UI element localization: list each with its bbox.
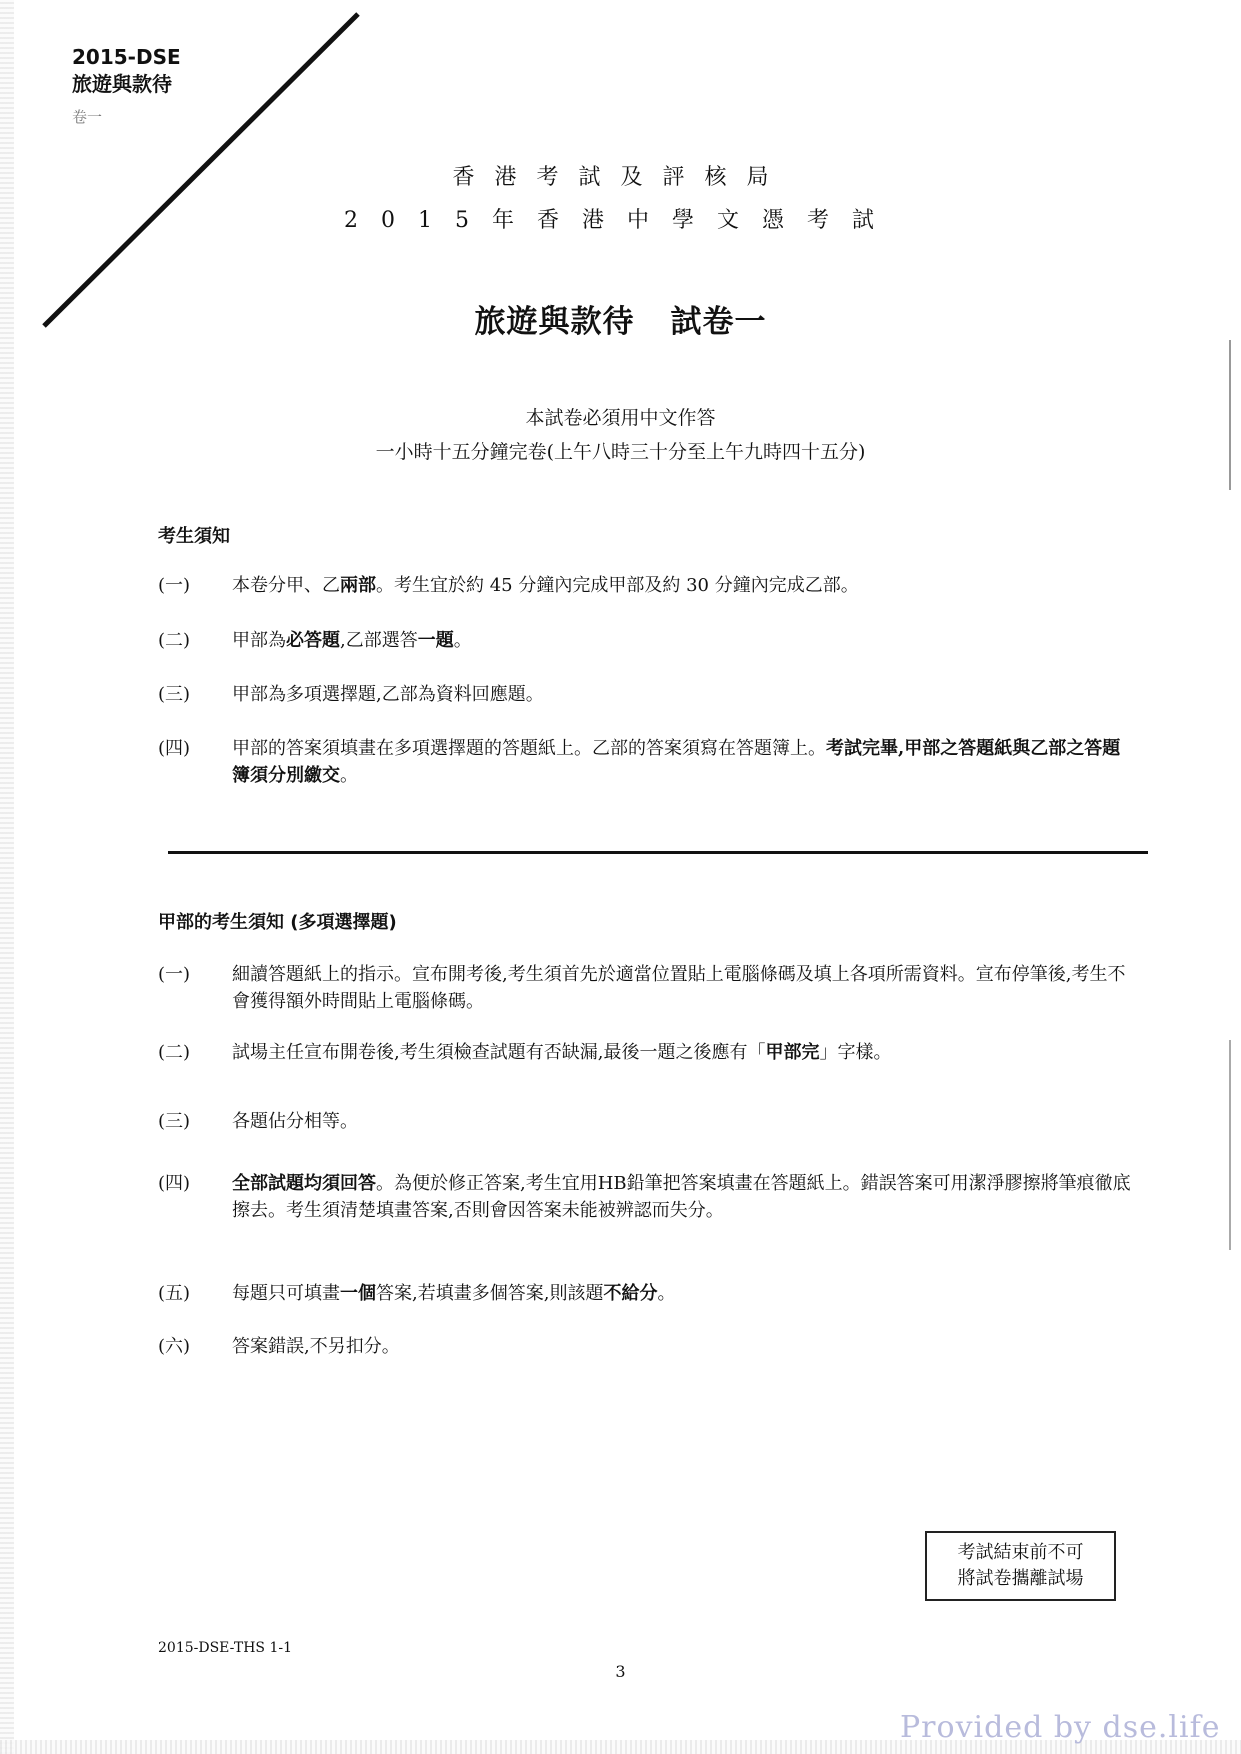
instruction-fragment: 」字樣。: [819, 1042, 892, 1063]
instruction-emphasis: 兩部: [340, 575, 376, 596]
instruction-fragment: 甲部為: [232, 630, 286, 651]
notice-line-1: 考試結束前不可: [957, 1542, 1084, 1563]
instruction-number: (三): [158, 1111, 191, 1132]
instruction-emphasis: 一個: [340, 1283, 376, 1304]
instruction-number: (二): [158, 1042, 191, 1063]
instruction-fragment: ,乙部選答: [340, 630, 418, 651]
instruction-emphasis: 一題: [417, 630, 454, 651]
corner-paper: 卷一: [72, 108, 103, 126]
instruction-fragment: 本卷分甲、乙: [232, 575, 340, 596]
instruction-fragment: 。: [340, 765, 358, 786]
instruction-number: (六): [158, 1336, 191, 1357]
instruction-emphasis: 考試完畢,甲部之答題紙與乙部之答題簿須分別繳交: [232, 738, 1121, 786]
notice-line-2: 將試卷攜離試場: [957, 1568, 1084, 1589]
instruction-item: [158, 1039, 1138, 1066]
instruction-fragment: 每題只可填畫: [232, 1283, 340, 1304]
instruction-fragment: 各題佔分相等。: [232, 1111, 358, 1132]
instruction-emphasis: 甲部完: [765, 1042, 820, 1063]
instruction-item: [158, 1170, 1138, 1224]
general-instructions-heading: 考生須知: [158, 526, 230, 547]
exam-name: 2015年香港中學文憑考試: [344, 208, 897, 233]
instruction-emphasis: 全部試題均須回答: [232, 1173, 376, 1194]
watermark: Provided by dse.life: [900, 1710, 1221, 1745]
instruction-item: [158, 681, 1138, 708]
instruction-fragment: 。考生宜於約 45 分鐘內完成甲部及約 30 分鐘內完成乙部。: [376, 575, 859, 596]
instruction-item: [158, 735, 1138, 789]
instruction-number: (三): [158, 684, 191, 705]
subject-paper-title: [0, 296, 1241, 341]
instruction-text: [232, 735, 1138, 789]
instruction-emphasis: 不給分: [603, 1283, 658, 1304]
subject-title: 旅遊與款待: [474, 304, 635, 340]
notice-box: [925, 1531, 1116, 1601]
instruction-fragment: 甲部為多項選擇題,乙部為資料回應題。: [232, 684, 544, 705]
instruction-fragment: 答案,若填畫多個答案,則該題: [376, 1283, 604, 1304]
instruction-item: [158, 1280, 1138, 1307]
instruction-number: (四): [158, 738, 191, 759]
instruction-text: [232, 627, 1138, 654]
instruction-item: [158, 1108, 1138, 1135]
instruction-number: (一): [158, 964, 191, 985]
instruction-fragment: 細讀答題紙上的指示。宣布開考後,考生須首先於適當位置貼上電腦條碼及填上各項所需資料。宣布停筆後,考生不會獲得額外時間貼上電腦條碼。: [232, 964, 1126, 1012]
time-note: 一小時十五分鐘完卷(上午八時三十分至上午九時四十五分): [375, 441, 866, 463]
instruction-text: [232, 1170, 1138, 1224]
corner-exam-code: 2015-DSE: [72, 45, 181, 69]
instruction-number: (二): [158, 630, 191, 651]
instruction-item: [158, 1333, 1138, 1360]
language-note: 本試卷必須用中文作答: [525, 407, 716, 429]
instruction-text: [232, 681, 1138, 708]
instruction-text: [232, 1108, 1138, 1135]
instruction-text: [232, 1039, 1138, 1066]
instruction-number: (四): [158, 1173, 191, 1194]
instruction-emphasis: 必答題: [286, 630, 340, 651]
instruction-fragment: 。為便於修正答案,考生宜用HB鉛筆把答案填畫在答題紙上。錯誤答案可用潔淨膠擦將筆痕徹底擦去。考生須清楚填畫答案,否則會因答案未能被辨認而失分。: [232, 1173, 1131, 1221]
section-a-heading: 甲部的考生須知 (多項選擇題): [158, 912, 397, 933]
instruction-fragment: 試場主任宣布開卷後,考生須檢查試題有否缺漏,最後一題之後應有「: [232, 1042, 766, 1063]
scan-edge-right-lower: [1229, 1040, 1231, 1250]
instruction-number: (一): [158, 575, 191, 596]
corner-subject: 旅遊與款待: [72, 72, 172, 96]
exam-authority: 香港考試及評核局: [452, 165, 789, 190]
instruction-item: [158, 572, 1138, 599]
page-number: 3: [615, 1662, 626, 1681]
instruction-fragment: 。: [657, 1283, 676, 1304]
instruction-text: [232, 1333, 1138, 1360]
instruction-text: [232, 572, 1138, 599]
instruction-number: (五): [158, 1283, 191, 1304]
instruction-fragment: 甲部的答案須填畫在多項選擇題的答題紙上。乙部的答案須寫在答題簿上。: [232, 738, 826, 759]
instruction-text: [232, 1280, 1138, 1307]
instruction-item: [158, 961, 1138, 1015]
instruction-fragment: 答案錯誤,不另扣分。: [232, 1336, 400, 1357]
section-divider: [168, 851, 1148, 854]
paper-code: 2015-DSE-THS 1-1: [158, 1640, 293, 1656]
instruction-fragment: 。: [453, 630, 472, 651]
instruction-item: [158, 627, 1138, 654]
paper-title: 試卷一: [670, 304, 767, 340]
instruction-text: [232, 961, 1138, 1015]
